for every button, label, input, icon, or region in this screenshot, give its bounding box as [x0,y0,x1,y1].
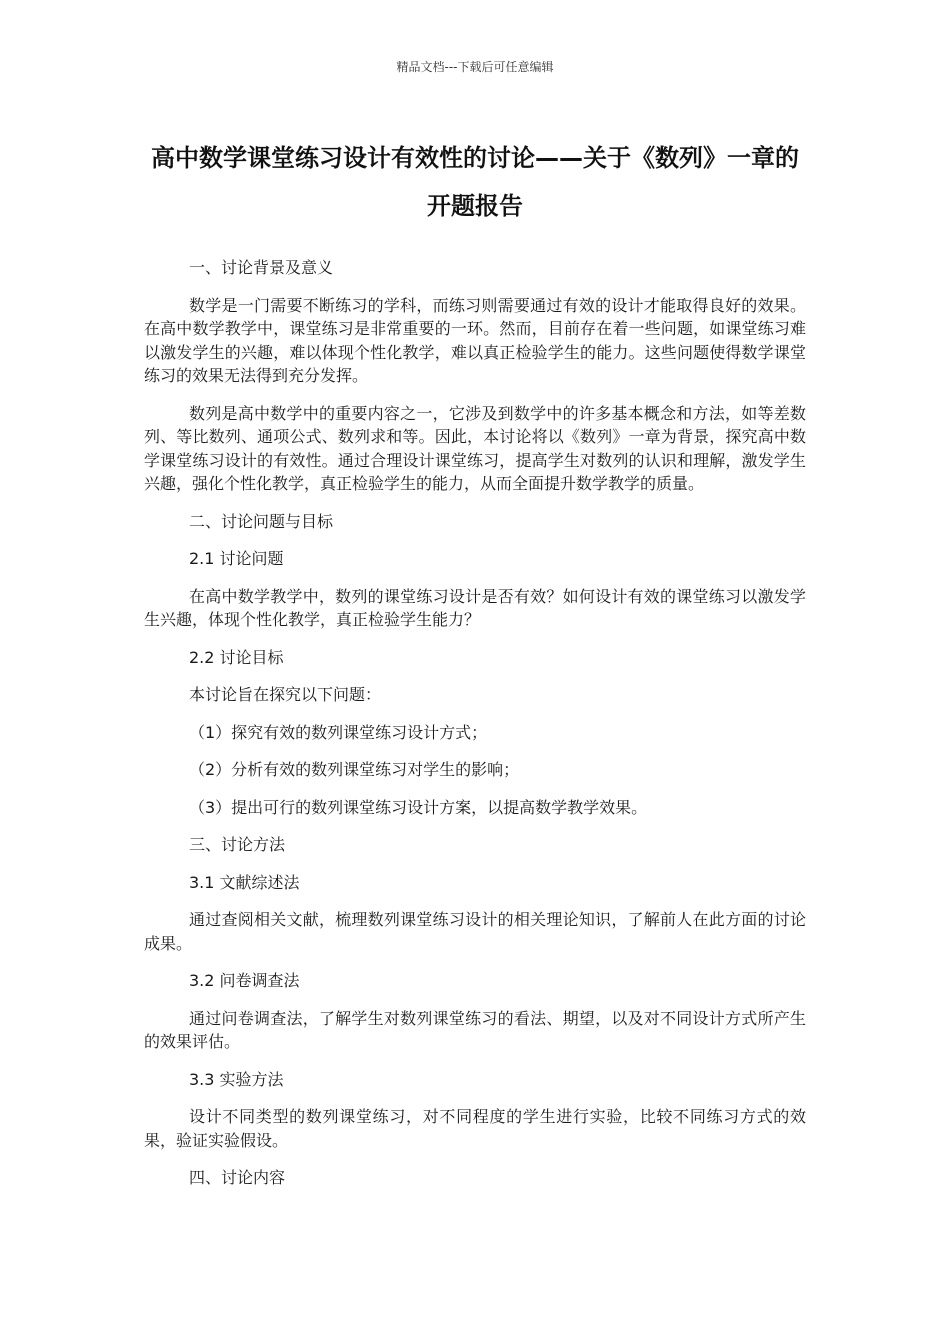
section-heading-1: 一、讨论背景及意义 [189,258,334,277]
paragraph: 在高中数学教学中，数列的课堂练习设计是否有效？如何设计有效的课堂练习以激发学生兴趣，体现个性化教学，真正检验学生能力？ [144,586,806,629]
paragraph: 设计不同类型的数列课堂练习，对不同程度的学生进行实验，比较不同练习方式的效果，验证实验假设。 [144,1107,806,1150]
paragraph: 数列是高中数学中的重要内容之一，它涉及到数学中的许多基本概念和方法，如等差数列、等比数列、通项公式、数列求和等。因此，本讨论将以《数列》一章为背景，探究高中数学课堂练习设计的有效性。通过合理设计课堂练习，提高学生对数列的认识和理解，激发学生兴趣，强化个性化教学，真正检验学生的能力，从而全面提升数学教学的质量。 [144,403,806,493]
list-item: （3）提出可行的数列课堂练习设计方案，以提高数学教学效果。 [189,797,648,817]
paragraph: 本讨论旨在探究以下问题： [189,685,382,704]
subsection-heading-3-3: 3.3 实验方法 [189,1069,284,1089]
subsection-heading-3-2: 3.2 问卷调查法 [189,971,300,990]
paragraph: 通过查阅相关文献，梳理数列课堂练习设计的相关理论知识，了解前人在此方面的讨论成果。 [144,910,806,953]
list-item: （2）分析有效的数列课堂练习对学生的影响； [189,760,520,779]
paragraph: 数学是一门需要不断练习的学科，而练习则需要通过有效的设计才能取得良好的效果。在高中数学教学中，课堂练习是非常重要的一环。然而，目前存在着一些问题，如课堂练习难以激发学生的兴趣，难以体现个性化教学，难以真正检验学生的能力。这些问题使得数学课堂练习的效果无法得到充分发挥。 [144,295,806,385]
document-title: 高中数学课堂练习设计有效性的讨论——关于《数列》一章的开题报告 [151,144,799,220]
document-body [144,256,806,1204]
subsection-heading-3-1: 3.1 文献综述法 [189,872,300,892]
list-item: （1）探究有效的数列课堂练习设计方式； [189,722,488,742]
subsection-heading-2-2: 2.2 讨论目标 [189,647,284,667]
subsection-heading-2-1: 2.1 讨论问题 [189,549,284,568]
paragraph: 通过问卷调查法，了解学生对数列课堂练习的看法、期望，以及对不同设计方式所产生的效果评估。 [144,1008,806,1051]
section-heading-4: 四、讨论内容 [189,1168,286,1187]
header-note: 精品文档---下载后可任意编辑 [396,60,554,74]
section-heading-2: 二、讨论问题与目标 [189,511,334,531]
section-heading-3: 三、讨论方法 [189,835,286,854]
